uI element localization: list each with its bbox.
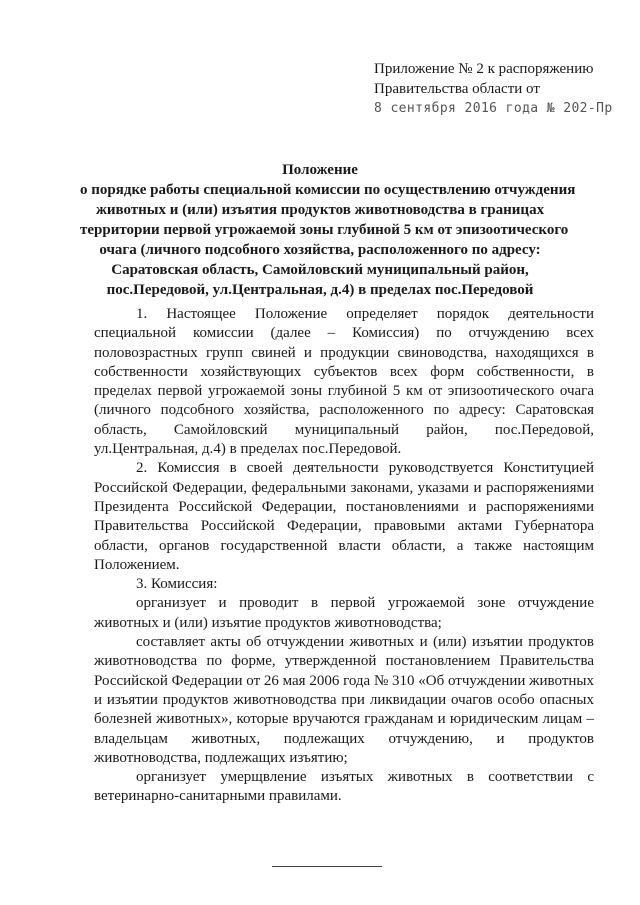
closing-divider (272, 866, 382, 867)
document-title (80, 160, 576, 300)
title-line: о порядке работы специальной комиссии по осуществлению отчуждения (80, 182, 576, 198)
approval-date-stamp: 8 сентября 2016 года № 202-Пр (374, 101, 613, 116)
title-line: Саратовская область, Самойловский муниципальный район, (111, 262, 529, 278)
paragraph-2: 2. Комиссия в своей деятельности руководствуется Конституцией Российской Федерации, федеральными законами, указами и распоряжениями Президента Российской Федерации, постановлениями и распоряжениями Правительства Российской Федерации, правовыми актами Губернатора области, органов государственной власти области, а также настоящим Положением. (94, 460, 594, 573)
title-line: территории первой угрожаемой зоны глубиной 5 км от эпизоотического (80, 222, 569, 238)
approval-line-1: Приложение № 2 к распоряжению (374, 61, 594, 77)
paragraph-3-item-2: составляет акты об отчуждении животных и (или) изъятии продуктов животноводства по форме, утвержденной постановлением Правительства Российской Федерации от 26 мая 2006 года № 310 «Об отчуждении животных и изъятии продуктов животноводства при ликвидации очагов особо опасных болезней животных», которые вручаются гражданам и юридическим лицам – владельцам животных, подлежащих отчуждению, и продуктов животноводства, подлежащих изъятию; (94, 634, 595, 766)
title-line: пос.Передовой, ул.Центральная, д.4) в пределах пос.Передовой (106, 282, 534, 298)
title-line: очага (личного подсобного хозяйства, расположенного по адресу: (99, 242, 541, 258)
title-line: животных и (или) изъятия продуктов животноводства в границах (95, 202, 545, 218)
approval-line-2: Правительства области от (374, 81, 540, 97)
title-heading: Положение (282, 162, 358, 178)
document-body (94, 305, 594, 807)
paragraph-3-item-1: организует и проводит в первой угрожаемой зоне отчуждение животных и (или) изъятие продуктов животноводства; (94, 595, 594, 631)
approval-note (374, 59, 624, 119)
paragraph-3: 3. Комиссия: (136, 576, 218, 593)
paragraph-3-item-3: организует умерщвление изъятых животных в соответствии с ветеринарно-санитарными правилами. (94, 769, 594, 805)
paragraph-1: 1. Настоящее Положение определяет порядок деятельности специальной комиссии (далее – Комиссия) по отчуждению всех половозрастных групп свиней и продукции свиноводства, находящихся в собственности хозяйствующих субъектов всех форм собственности, в пределах первой угрожаемой зоны глубиной 5 км от эпизоотического очага (личного подсобного хозяйства, расположенного по адресу: Саратовская область, Самойловский муниципальный район, пос.Передовой, ул.Центральная, д.4) в пределах пос.Передовой. (94, 306, 594, 458)
